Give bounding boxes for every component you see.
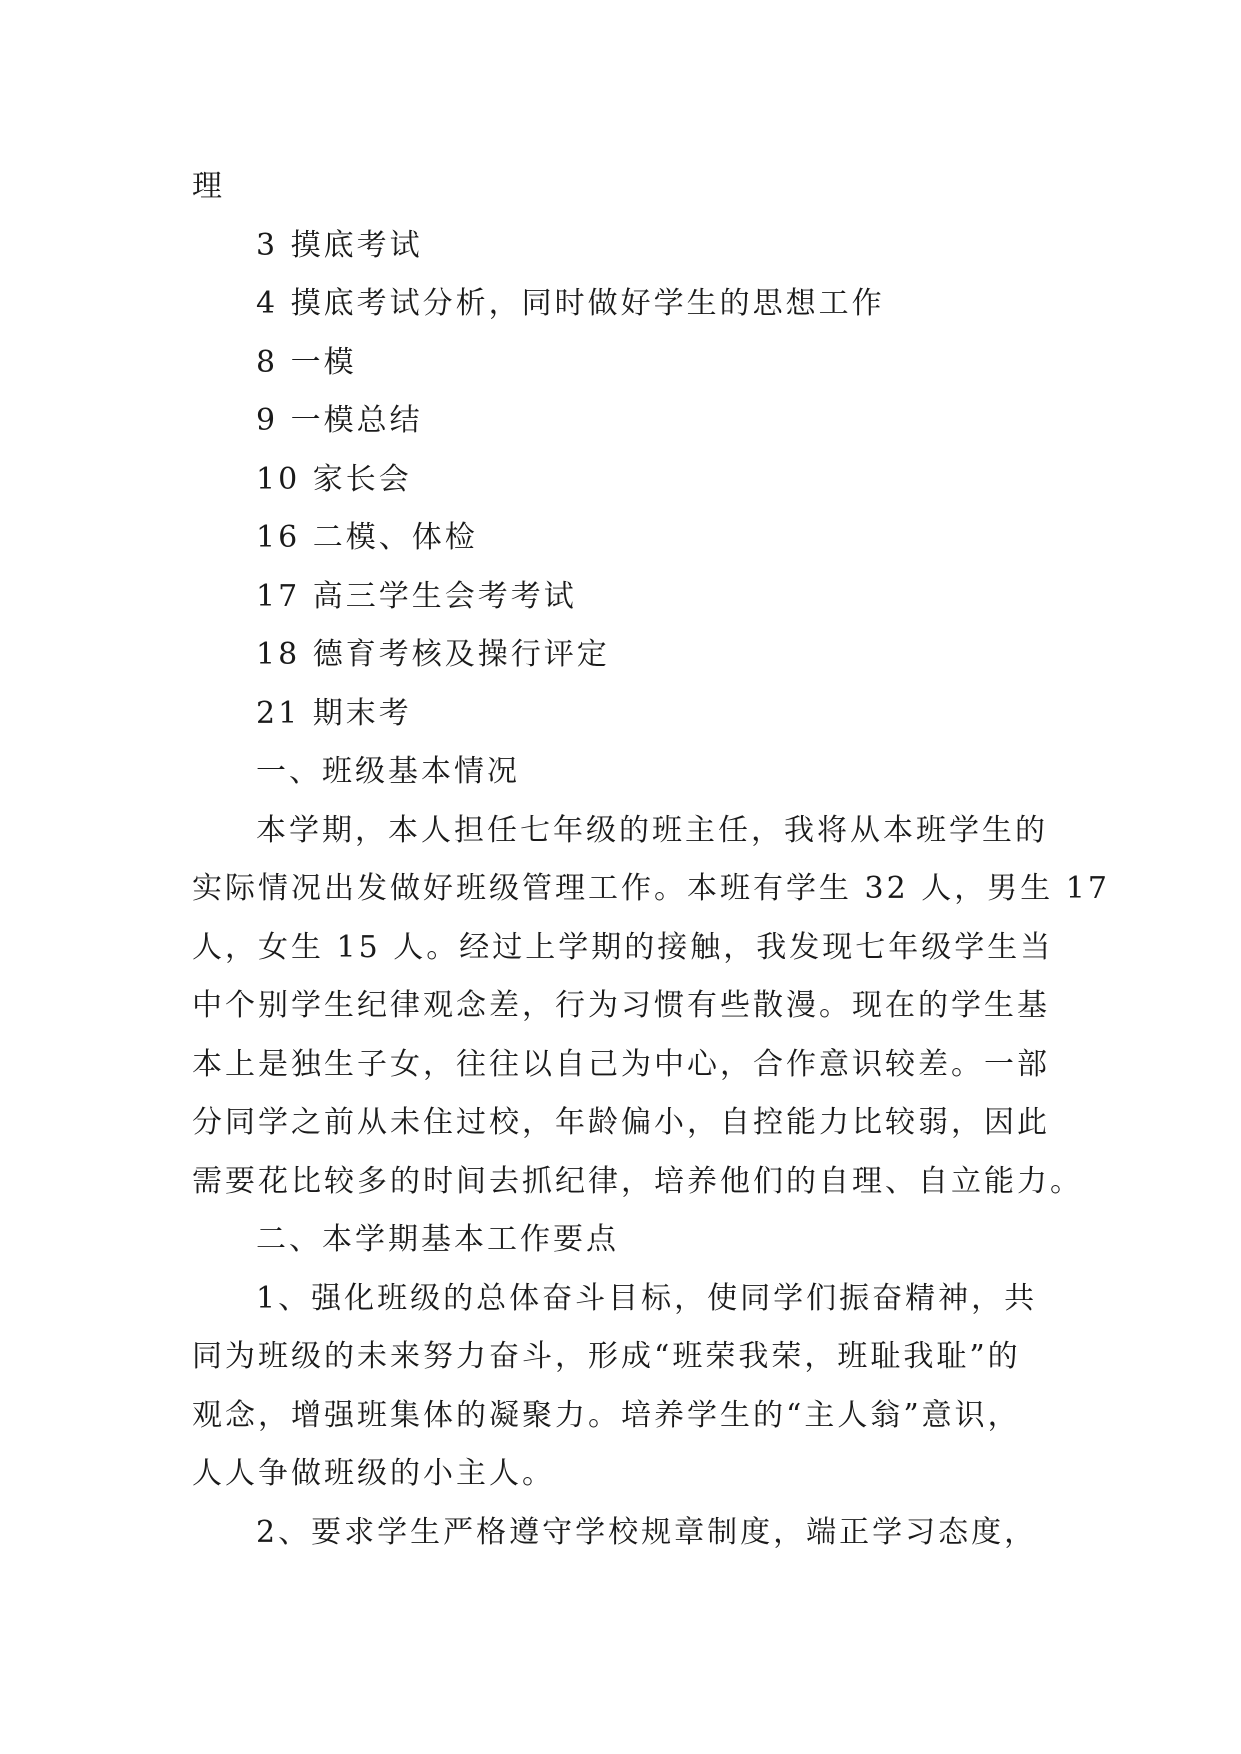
section-heading: 一、班级基本情况 xyxy=(256,754,520,789)
schedule-item: 21 期末考 xyxy=(256,695,412,731)
paragraph-line: 人，女生 15 人。经过上学期的接触，我发现七年级学生当 xyxy=(192,929,1054,965)
schedule-item: 9 一模总结 xyxy=(256,403,423,438)
paragraph-line: 实际情况出发做好班级管理工作。本班有学生 32 人，男生 17 xyxy=(192,871,1110,906)
schedule-item: 17 高三学生会考考试 xyxy=(256,578,577,614)
schedule-item: 4 摸底考试分析，同时做好学生的思想工作 xyxy=(256,286,885,321)
schedule-item: 16 二模、体检 xyxy=(256,520,478,555)
document-body xyxy=(192,158,1110,1562)
paragraph-line: 本上是独生子女，往往以自己为中心，合作意识较差。一部 xyxy=(192,1046,1050,1082)
paragraph-line: 2、要求学生严格遵守学校规章制度，端正学习态度， xyxy=(256,1514,1038,1550)
schedule-item: 18 德育考核及操行评定 xyxy=(256,637,610,672)
text-line: 理 xyxy=(192,169,225,204)
schedule-item: 3 摸底考试 xyxy=(256,227,423,263)
paragraph-line: 本学期，本人担任七年级的班主任，我将从本班学生的 xyxy=(256,812,1048,848)
paragraph-line: 需要花比较多的时间去抓纪律，培养他们的自理、自立能力。 xyxy=(192,1163,1083,1199)
paragraph-line: 同为班级的未来努力奋斗，形成“班荣我荣，班耻我耻”的 xyxy=(192,1339,1021,1374)
paragraph-line: 中个别学生纪律观念差，行为习惯有些散漫。现在的学生基 xyxy=(192,988,1050,1023)
paragraph-line: 观念，增强班集体的凝聚力。培养学生的“主人翁”意识， xyxy=(192,1397,1021,1433)
paragraph-line: 分同学之前从未住过校，年龄偏小，自控能力比较弱，因此 xyxy=(192,1105,1050,1140)
section-heading: 二、本学期基本工作要点 xyxy=(256,1222,619,1257)
paragraph-line: 1、强化班级的总体奋斗目标，使同学们振奋精神，共 xyxy=(256,1280,1038,1316)
schedule-item: 10 家长会 xyxy=(256,461,412,497)
paragraph-line: 人人争做班级的小主人。 xyxy=(192,1456,555,1491)
schedule-item: 8 一模 xyxy=(256,344,357,380)
